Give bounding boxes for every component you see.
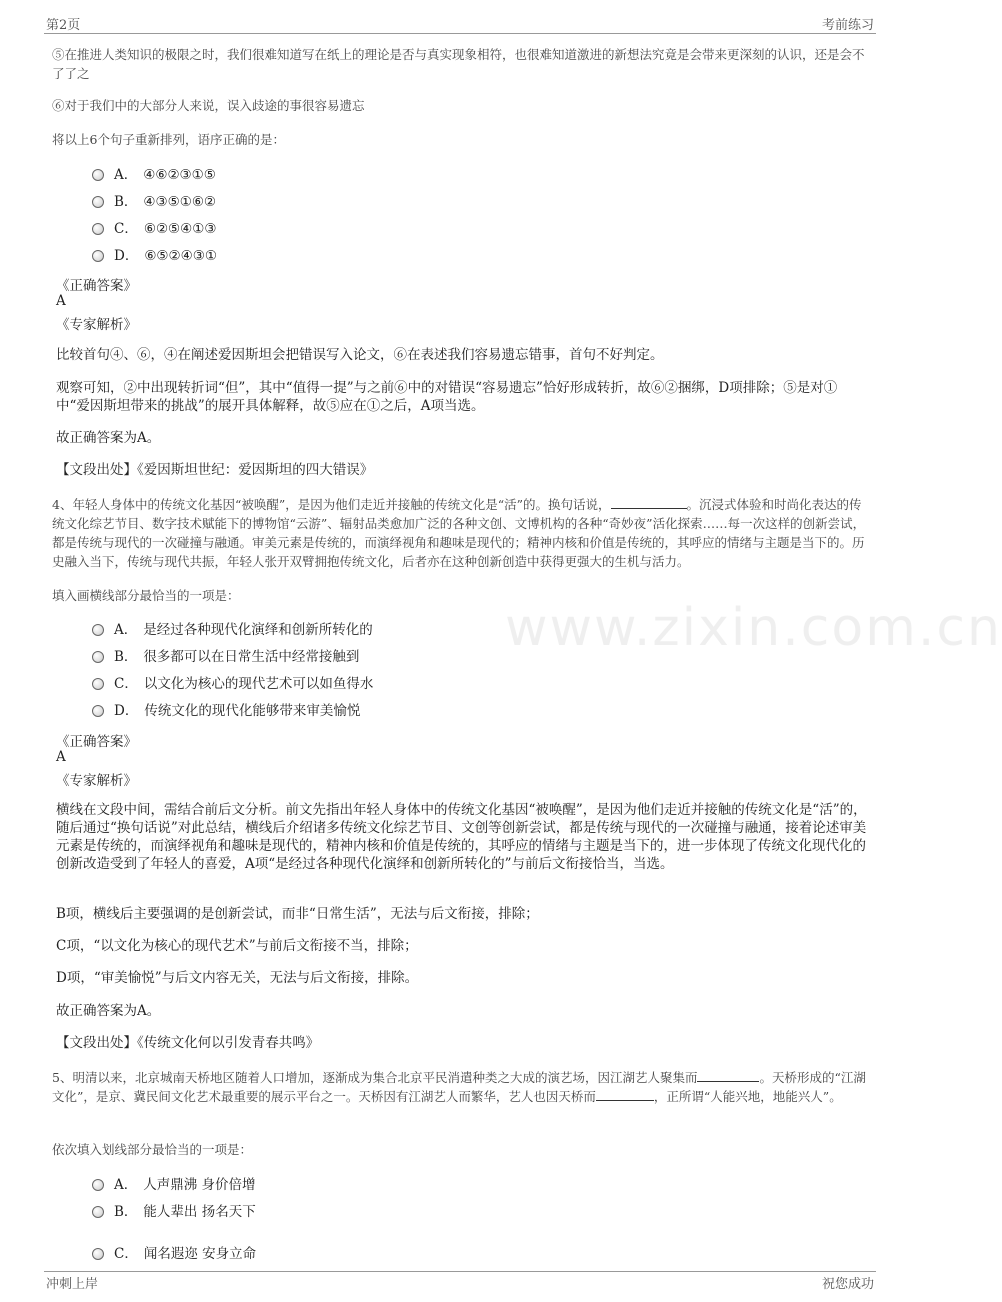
question-stem: 4、年轻人身体中的传统文化基因“被唤醒”，是因为他们走近并接触的传统文化是“活”的。换句话说， 。沉浸式体验和时尚化表达的传统文化综艺节目、数字技术赋能下的博物馆“云游”、辐射品类愈加广泛的各种文创、文博机构的各种“奇妙夜”活化探索……每一次这样的创新尝试，都是传统与现代的一次碰撞与融通。审美元素是传统的，而演绎视角和趣味是现代的；精神内核和价值是传统的，其呼应的情绪与主题是当下的。历史融入当下，传统与现代共振，年轻人张开双臂拥抱传统文化，后者亦在这种创新创造中获得更强大的生机与活力。: [52, 497, 866, 569]
analysis-label: 《专家解析》: [56, 773, 137, 789]
header-title: 考前练习: [821, 18, 874, 33]
answer-label: 《正确答案》: [56, 278, 137, 294]
option-c[interactable]: C． 以文化为核心的现代艺术可以如鱼得水: [92, 674, 373, 694]
page-number: 第2页: [46, 18, 81, 33]
radio-icon[interactable]: [92, 705, 104, 717]
source-citation: 【文段出处】《爱因斯坦世纪：爱因斯坦的四大错误》: [56, 462, 374, 478]
fill-blank: [697, 1069, 759, 1082]
sentence-5: ⑤在推进人类知识的极限之时，我们很难知道写在纸上的理论是否与真实现象相符，也很难知道激进的新想法究竟是会带来更深刻的认识，还是会不了了之: [52, 47, 865, 81]
answer-label: 《正确答案》: [56, 734, 137, 750]
footer-divider: [44, 1271, 876, 1272]
radio-icon[interactable]: [92, 651, 104, 663]
option-b[interactable]: B． ④③⑤①⑥②: [92, 192, 216, 212]
source-citation: 【文段出处】《传统文化何以引发青春共鸣》: [56, 1035, 320, 1051]
question-prompt: 将以上6个句子重新排列，语序正确的是：: [52, 132, 285, 147]
header-divider: [44, 33, 876, 34]
analysis-paragraph: 横线在文段中间，需结合前后文分析。前文先指出年轻人身体中的传统文化基因“被唤醒”，是因为他们走近并接触的传统文化是“活”的，随后通过“换句话说”对此总结，横线后介绍诸多传统文化综艺节目、文创等创新尝试，都是传统与现代的一次碰撞与融通，接着论述审美元素是传统的，而演绎视角和趣味是现代的，精神内核和价值是传统的，其呼应的情绪与主题是当下的，进一步体现了传统文化现代化的创新改造受到了年轻人的喜爱，A项“是经过各种现代化演绎和创新所转化的”与前后文衔接恰当，当选。: [56, 802, 867, 872]
question-prompt: 依次填入划线部分最恰当的一项是：: [52, 1142, 253, 1157]
option-a[interactable]: A． ④⑥②③①⑤: [92, 165, 216, 185]
radio-icon[interactable]: [92, 1179, 104, 1191]
answer-value: A: [56, 293, 66, 309]
option-c[interactable]: C． ⑥②⑤④①③: [92, 219, 216, 239]
option-c[interactable]: C． 闻名遐迩 安身立命: [92, 1244, 256, 1264]
fill-blank: [596, 1088, 654, 1101]
radio-icon[interactable]: [92, 223, 104, 235]
radio-icon[interactable]: [92, 250, 104, 262]
radio-icon[interactable]: [92, 196, 104, 208]
analysis-paragraph: B项，横线后主要强调的是创新尝试，而非“日常生活”，无法与后文衔接，排除；: [56, 906, 539, 922]
footer-right: 祝您成功: [821, 1277, 874, 1292]
sentence-6: ⑥对于我们中的大部分人来说，误入歧途的事很容易遗忘: [52, 98, 365, 113]
question-stem: 5、明清以来，北京城南天桥地区随着人口增加，逐渐成为集合北京平民消遣种类之大成的演艺场，因江湖艺人聚集而 。天桥形成的“江湖文化”，是京、冀民间文化艺术最重要的展示平台之一。天桥因有江湖艺人而繁华，艺人也因天桥而 ，正所谓“人能兴地，地能兴人”。: [52, 1070, 866, 1104]
radio-icon[interactable]: [92, 1248, 104, 1260]
option-b[interactable]: B． 能人辈出 扬名天下: [92, 1202, 256, 1222]
option-d[interactable]: D． ⑥⑤②④③①: [92, 246, 217, 266]
option-a[interactable]: A． 人声鼎沸 身价倍增: [92, 1175, 256, 1195]
radio-icon[interactable]: [92, 1206, 104, 1218]
analysis-paragraph: C项，“以文化为核心的现代艺术”与前后文衔接不当，排除；: [56, 938, 418, 954]
fill-blank: [611, 496, 687, 509]
radio-icon[interactable]: [92, 678, 104, 690]
analysis-paragraph: D项，“审美愉悦”与后文内容无关，无法与后文衔接，排除。: [56, 970, 419, 986]
watermark: www.zixin.com.cn: [505, 598, 1002, 658]
option-b[interactable]: B． 很多都可以在日常生活中经常接触到: [92, 647, 359, 667]
radio-icon[interactable]: [92, 624, 104, 636]
analysis-paragraph: 比较首句④、⑥，④在阐述爱因斯坦会把错误写入论文，⑥在表述我们容易遗忘错事，首句不好判定。: [56, 347, 664, 363]
option-a[interactable]: A． 是经过各种现代化演绎和创新所转化的: [92, 620, 373, 640]
question-prompt: 填入画横线部分最恰当的一项是：: [52, 588, 240, 603]
analysis-label: 《专家解析》: [56, 317, 137, 333]
footer-left: 冲刺上岸: [46, 1277, 99, 1292]
radio-icon[interactable]: [92, 169, 104, 181]
option-d[interactable]: D． 传统文化的现代化能够带来审美愉悦: [92, 701, 360, 721]
answer-value: A: [56, 749, 66, 765]
analysis-paragraph: 故正确答案为A。: [56, 1003, 161, 1019]
analysis-paragraph: 观察可知，②中出现转折词“但”，其中“值得一提”与之前⑥中的对错误“容易遗忘”恰好形成转折，故⑥②捆绑，D项排除；⑤是对①中“爱因斯坦带来的挑战”的展开具体解释，故⑤应在①之后，A项当选。: [56, 380, 838, 414]
analysis-paragraph: 故正确答案为A。: [56, 430, 161, 446]
